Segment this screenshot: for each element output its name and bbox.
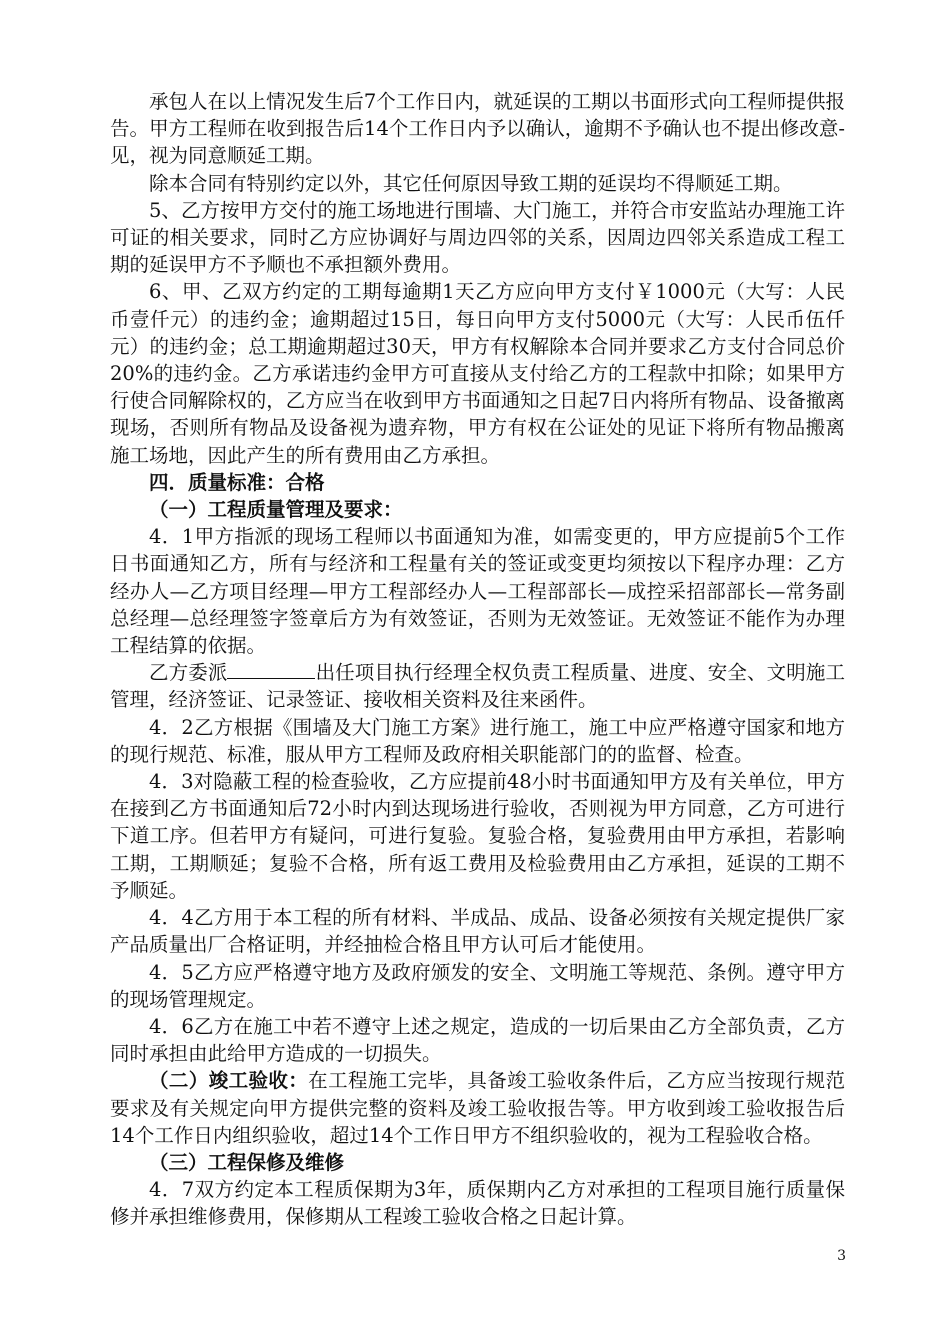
paragraph-clause-4-6: 4．6乙方在施工中若不遵守上述之规定，造成的一切后果由乙方全部负责，乙方同时承担由此给甲方造成的一切损失。	[110, 1014, 845, 1066]
paragraph-clause-6: 6、甲、乙双方约定的工期每逾期1天乙方应向甲方支付￥1000元（大写：人民币壹仟元）的违约金；逾期超过15日，每日向甲方支付5000元（大写：人民币伍仟元）的违约金；总工期逾期超过30天，甲方有权解除本合同并要求乙方支付合同总价20%的违约金。乙方承诺违约金甲方可直接从支付给乙方的工程款中扣除；如果甲方行使合同解除权的，乙方应当在收到甲方书面通知之日起7日内将所有物品、设备撤离现场，否则所有物品及设备视为遗弃物，甲方有权在公证处的见证下将所有物品搬离施工场地，因此产生的所有费用由乙方承担。	[110, 280, 845, 467]
paragraph-completion-acceptance	[110, 1067, 845, 1149]
section-heading-quality: 四．质量标准：合格	[149, 470, 325, 494]
paragraph-clause-4-1: 4．1甲方指派的现场工程师以书面通知为准，如需变更的，甲方应提前5个工作日书面通知乙方，所有与经济和工程量有关的签证或变更均须按以下程序办理：乙方经办人—乙方项目经理—甲方工程部经办人—工程部部长—成控采招部部长—常务副总经理—总经理签字签章后方为有效签证，否则为无效签证。无效签证不能作为办理工程结算的依据。	[110, 525, 845, 658]
paragraph-clause-4-7: 4．7双方约定本工程质保期为3年，质保期内乙方对承担的工程项目施行质量保修并承担维修费用，保修期从工程竣工验收合格之日起计算。	[110, 1178, 845, 1229]
completion-acceptance-text: 在工程施工完毕，具备竣工验收条件后，乙方应当按现行规范要求及有关规定向甲方提供完整的资料及竣工验收报告等。甲方收到竣工验收报告后14个工作日内组织验收，超过14个工作日甲方不组织验收的，视为工程验收合格。	[110, 1069, 845, 1147]
paragraph-clause-5: 5、乙方按甲方交付的施工场地进行围墙、大门施工，并符合市安监站办理施工许可证的相关要求，同时乙方应协调好与周边四邻的关系，因周边四邻关系造成工程工期的延误甲方不予顺也不承担额外费用。	[110, 198, 845, 277]
page-number: 3	[837, 1248, 846, 1264]
paragraph-clause-4-2: 4．2乙方根据《围墙及大门施工方案》进行施工，施工中应严格遵守国家和地方的现行规范、标准，服从甲方工程师及政府相关职能部门的的监督、检查。	[110, 715, 845, 766]
paragraph-clause-4-4: 4．4乙方用于本工程的所有材料、半成品、成品、设备必须按有关规定提供厂家产品质量出厂合格证明，并经抽检合格且甲方认可后才能使用。	[110, 906, 845, 957]
subheading-warranty: （三）工程保修及维修	[149, 1150, 345, 1174]
subheading-quality-management: （一）工程质量管理及要求：	[149, 498, 403, 522]
completion-acceptance-heading: （二）竣工验收：	[149, 1069, 309, 1093]
paragraph-clause-4-5: 4．5乙方应严格遵守地方及政府颁发的安全、文明施工等规范、条例。遵守甲方的现场管理规定。	[110, 960, 845, 1011]
pm-name-blank	[227, 660, 315, 679]
paragraph-no-other-extension: 除本合同有特别约定以外，其它任何原因导致工期的延误均不得顺延工期。	[149, 171, 793, 195]
paragraph-extension-report: 承包人在以上情况发生后7个工作日内，就延误的工期以书面形式向工程师提供报告。甲方工程师在收到报告后14个工作日内予以确认，逾期不予确认也不提出修改意-见，视为同意顺延工期。	[110, 90, 845, 168]
paragraph-project-manager	[110, 659, 845, 713]
pm-text-after: 出任项目执行经理全权负责工程质量、进度、安全、文明施工管理，经济签证、记录签证、接收相关资料及往来函件。	[110, 661, 845, 712]
paragraph-clause-4-3: 4．3对隐蔽工程的检查验收，乙方应提前48小时书面通知甲方及有关单位，甲方在接到乙方书面通知后72小时内到达现场进行验收，否则视为甲方同意，乙方可进行下道工序。但若甲方有疑问，可进行复验。复验合格，复验费用由甲方承担，若影响工期，工期顺延；复验不合格，所有返工费用及检验费用由乙方承担，延误的工期不予顺延。	[110, 770, 845, 902]
document-body	[110, 88, 845, 1231]
pm-text-before: 乙方委派	[149, 661, 228, 685]
